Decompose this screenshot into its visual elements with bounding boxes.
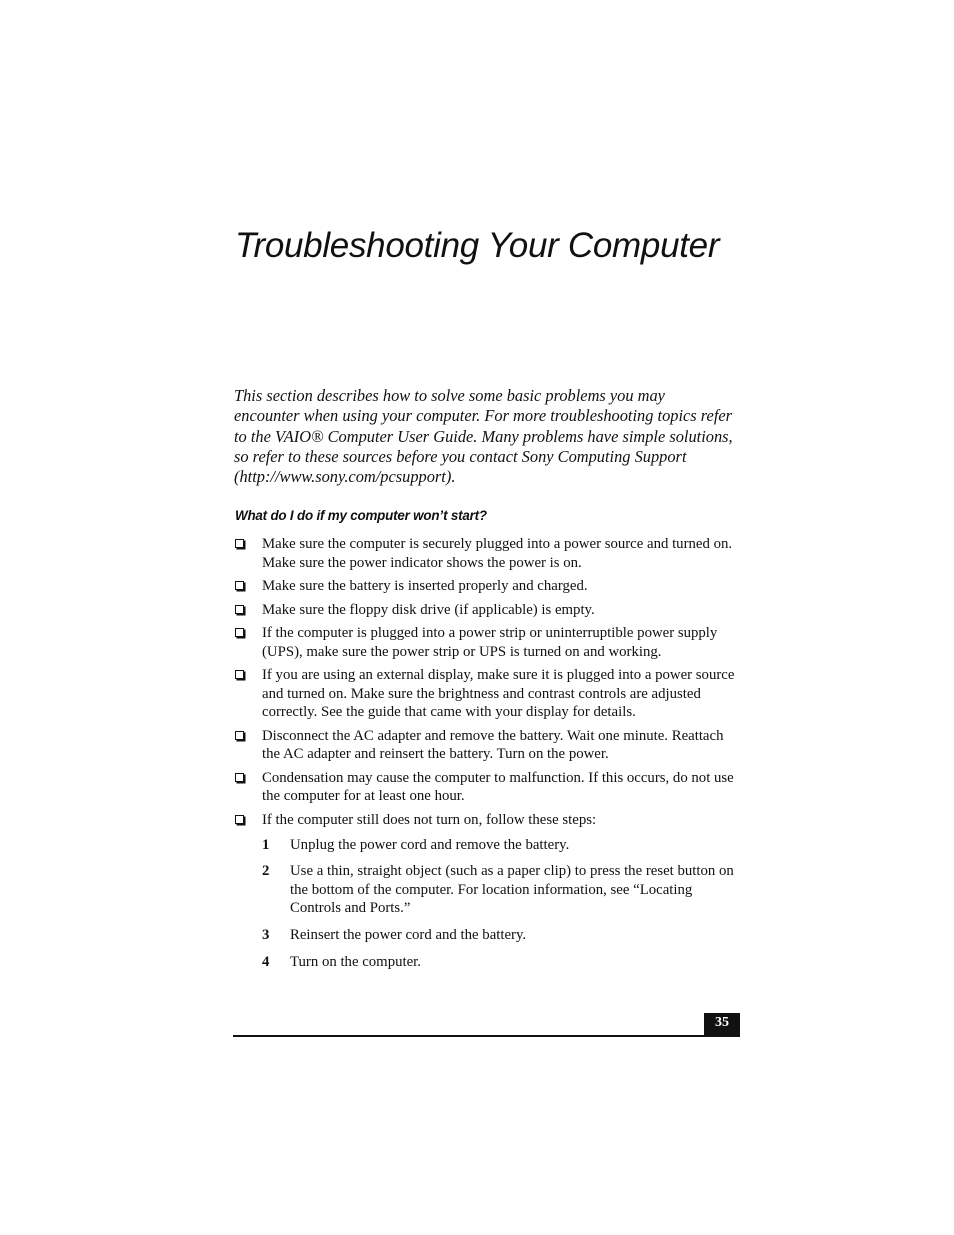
checkbox-icon [235,773,244,782]
step-text: Use a thin, straight object (such as a paper clip) to press the reset button on the bottom of the computer. For location information, see “Locating Controls and Ports.” [290,863,734,917]
troubleshooting-checklist [234,535,738,979]
checklist-item [234,577,738,596]
checklist-item [234,535,738,572]
checklist-item-text: If you are using an external display, make sure it is plugged into a power source and turned on. Make sure the brightness and contrast controls are adjusted correctly. See the guide that came with your display for details. [262,667,735,721]
step-item [262,836,738,855]
checklist-item [234,727,738,764]
checkbox-icon [235,605,244,614]
checkbox-icon [235,539,244,548]
checklist-item [234,811,738,971]
step-text: Unplug the power cord and remove the battery. [290,836,570,853]
checkbox-icon [235,731,244,740]
checklist-item-text: Make sure the battery is inserted properly and charged. [262,578,588,595]
intro-paragraph: This section describes how to solve some basic problems you may encounter when using your computer. For more troubleshooting topics refer to the VAIO® Computer User Guide. Many problems have simple solutions, so refer to these sources before you contact Sony Computing Support (http://www.sony.com/pcsupport). [234,386,733,487]
checklist-item [234,624,738,661]
step-item [262,862,738,918]
checkbox-icon [235,581,244,590]
step-item [262,926,738,945]
checkbox-icon [235,670,244,679]
checkbox-icon [235,815,244,824]
step-number: 2 [262,863,270,880]
checklist-item-text: If the computer still does not turn on, follow these steps: [262,811,597,828]
checklist-item-text: Make sure the floppy disk drive (if applicable) is empty. [262,601,595,618]
checklist-item-text: Condensation may cause the computer to malfunction. If this occurs, do not use the computer for at least one hour. [262,769,734,805]
step-number: 1 [262,836,270,853]
checklist-item [234,601,738,620]
step-number: 3 [262,926,270,943]
steps-list [262,836,738,972]
checklist-item [234,666,738,722]
footer-divider [233,1035,740,1037]
section-heading: What do I do if my computer won’t start? [235,508,487,523]
checklist-item-text: If the computer is plugged into a power strip or uninterruptible power supply (UPS), make sure the power strip or UPS is turned on and working. [262,625,718,660]
step-item [262,953,738,972]
checklist-item [234,769,738,806]
page-number: 35 [704,1013,740,1037]
checklist-item-text: Disconnect the AC adapter and remove the battery. Wait one minute. Reattach the AC adapter and reinsert the battery. Turn on the power. [262,727,724,763]
step-text: Turn on the computer. [290,953,421,970]
checklist-item-text: Make sure the computer is securely plugged into a power source and turned on. Make sure the power indicator shows the power is on. [262,536,733,571]
page-title: Troubleshooting Your Computer [235,226,720,265]
step-text: Reinsert the power cord and the battery. [290,926,527,943]
checkbox-icon [235,628,244,637]
step-number: 4 [262,953,270,970]
